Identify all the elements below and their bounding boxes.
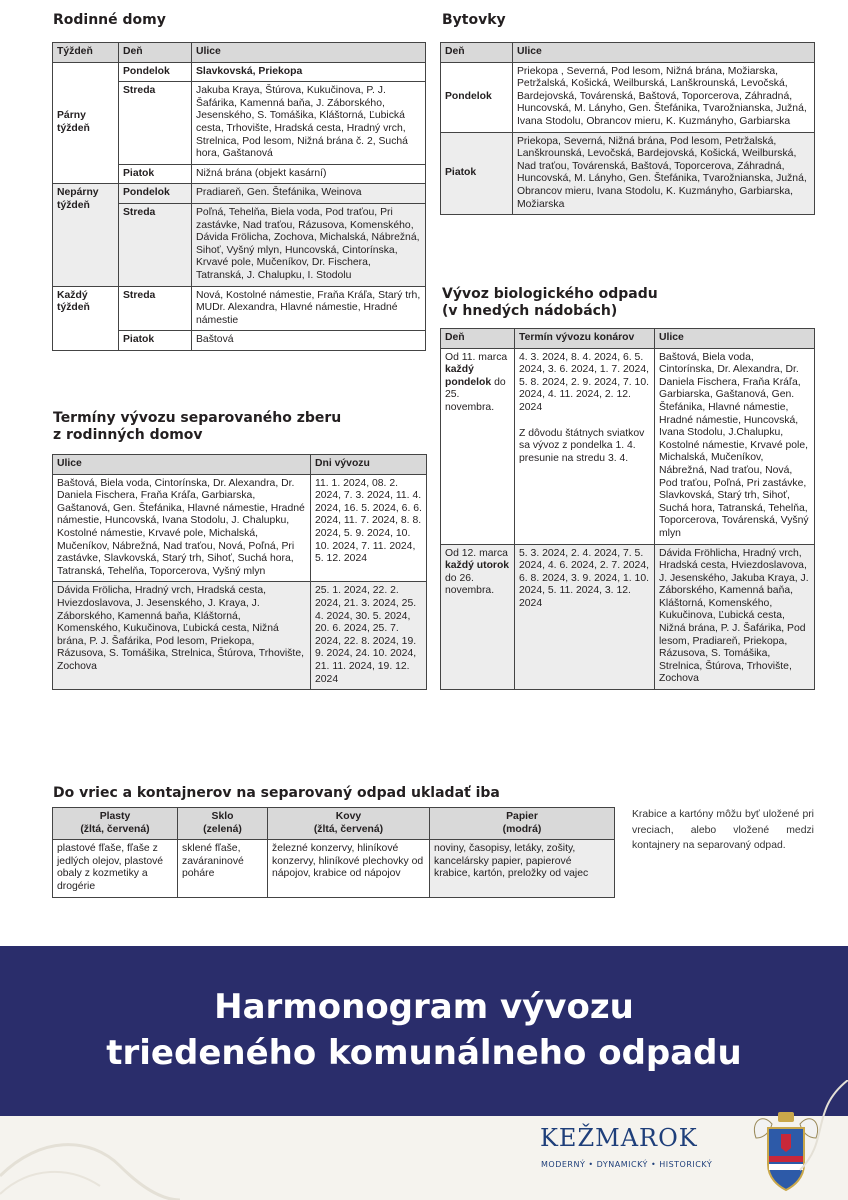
day-cell: [441, 348, 515, 544]
streets-cell: Nižná brána (objekt kasární): [192, 164, 426, 184]
header-ulice: Ulice: [655, 329, 815, 349]
city-logo-tagline: MODERNÝ • DYNAMICKÝ • HISTORICKÝ: [541, 1160, 713, 1169]
streets-cell: Pradiareň, Gen. Štefánika, Weinova: [192, 184, 426, 204]
banner-line-1: Harmonogram vývozu: [214, 987, 634, 1027]
table-header-row: [53, 808, 615, 840]
table-row: [53, 184, 426, 204]
streets-cell: Slavkovská, Priekopa: [192, 62, 426, 82]
streets-cell: Baštová, Biela voda, Cintorínska, Dr. Alexandra, Dr. Daniela Fischera, Fraňa Kráľa, Garbiarska, Gaštanová, Gen. Štefánika, Hlavné námestie, Hradné námestie, Huncovská, Ivana Stodolu, J. Chalupku, Kostolné námestie, Krvavé pole, Michalská, Mučeníkov, Nábrežná, Nad traťou, Nová, Poľná, Pri zastávke, Slavkovská, Starý trh, Sihoť, Suchá hora, Tatranská, Tehelňa, Toporcerova, Vyšný mlyn: [53, 474, 311, 582]
bytovky-title: Bytovky: [442, 12, 506, 28]
rodinne-domy-table: [52, 42, 426, 351]
day-from: Od 11. marca: [445, 351, 508, 363]
dates-cell: [515, 348, 655, 544]
table-row: [441, 544, 815, 690]
table-row: [441, 62, 815, 132]
header-papier: Papier (modrá): [430, 808, 615, 840]
day-cell: [441, 544, 515, 690]
streets-cell: Jakuba Kraya, Štúrova, Kukučinova, P. J. Šafárika, Kamenná baňa, J. Záborského, Jesenského, S. Tomášika, Kláštorná, Ľubická cesta, Trhovište, Hradská cesta, Hradný vrch, Strelnica, Pod lesom, Nižná brána č. 2, Suchá hora, Gaštanová: [192, 82, 426, 165]
day-cell: Streda: [119, 82, 192, 165]
rodinne-domy-title: Rodinné domy: [53, 12, 166, 28]
table-header-row: [53, 455, 427, 475]
dates-cell: 25. 1. 2024, 22. 2. 2024, 21. 3. 2024, 25. 4. 2024, 30. 5. 2024, 20. 6. 2024, 25. 7. 2024, 22. 8. 2024, 19. 9. 2024, 24. 10. 2024, 21. 11. 2024, 19. 12. 2024: [311, 582, 427, 690]
table-header-row: [441, 43, 815, 63]
vrece-title: Do vriec a kontajnerov na separovaný odpad ukladať iba: [53, 785, 500, 801]
table-row: [53, 62, 426, 82]
day-to: do 26. novembra.: [445, 572, 495, 597]
day-cell: Streda: [119, 203, 192, 286]
header-den: Deň: [441, 43, 513, 63]
table-row: [53, 474, 427, 582]
decorative-swirl-right-icon: [790, 1080, 848, 1200]
dates-cell: 11. 1. 2024, 08. 2. 2024, 7. 3. 2024, 11. 4. 2024, 16. 5. 2024, 6. 6. 2024, 11. 7. 2024, 8. 8. 2024, 5. 9. 2024, 10. 10. 2024, 7. 11. 2024, 5. 12. 2024: [311, 474, 427, 582]
kovy-items: železné konzervy, hliníkové konzervy, hliníkové plechovky od nápojov, krabice od nápojov: [268, 840, 430, 897]
header-termin: Termín vývozu konárov: [515, 329, 655, 349]
streets-cell: Baštová, Biela voda, Cintorínska, Dr. Alexandra, Dr. Daniela Fischera, Fraňa Kráľa, Garbiarska, Gaštanová, Gen. Štefánika, Hlavné námestie, Hradné námestie, Huncovská, Ivana Stodolu, J.Chalupku, Kostolné námestie, Krvavé pole, Michalská, Mučeníkov, Nábrežná, Nad traťou, Nová, Pod traťou, Poľná, Pri zastávke, Slavkovská, Starý trh, Sihoť, Suchá hora, Tatranská, Tehelňa, Toporcerova, Továrenská, Vyšný mlyn: [655, 348, 815, 544]
header-ulice: Ulice: [53, 455, 311, 475]
header-ulice: Ulice: [192, 43, 426, 63]
papier-items: noviny, časopisy, letáky, zošity, kancelársky papier, papierové krabice, kartón, preložky od vajec: [430, 840, 615, 897]
day-to: do 25. novembra.: [445, 376, 506, 413]
day-from: Od 12. marca: [445, 547, 508, 559]
decorative-swirl-left-icon: [0, 1116, 180, 1200]
streets-cell: Priekopa, Severná, Nižná brána, Pod lesom, Petržalská, Lanškrounská, Levočská, Bardejovská, Košická, Weilburská, Nad traťou, Továrenská, Baštová, Toporcerova, Záhradná, Huncovská, M. Lányho, Gen. Štefánika, Tvarožnianska, Južná, Obrancov mieru, Ivana Stodolu, K. Kuzmányho, Garbiarska, Možiarska: [513, 132, 815, 215]
day-cell: Pondelok: [119, 184, 192, 204]
day-cell: Streda: [119, 286, 192, 331]
streets-cell: Dávida Frölicha, Hradný vrch, Hradská cesta, Hviezdoslavova, J. Jesenského, J. Kraya, J. Záborského, Kamenná baňa, Kláštorná, Komenského, Kukučinova, Ľubická cesta, Nižná brána, P. J. Šafárika, Pod lesom, Priekopa, Rázusova, S. Tomášika, Strelnica, Štúrova, Trhovište, Zochova: [53, 582, 311, 690]
day-cell: Piatok: [119, 331, 192, 351]
table-row: [441, 132, 815, 215]
table-row: [53, 286, 426, 331]
banner-line-2: triedeného komunálneho odpadu: [106, 1033, 742, 1073]
header-dni-vyvozu: Dni vývozu: [311, 455, 427, 475]
header-den: Deň: [119, 43, 192, 63]
table-header-row: [441, 329, 815, 349]
plasty-items: plastové fľaše, fľaše z jedlých olejov, plastové obaly z kozmetiky a drogérie: [53, 840, 178, 897]
bio-title-line2: (v hnedých nádobách): [442, 303, 618, 319]
city-logo-name: KEŽMAROK: [540, 1124, 698, 1152]
sklo-items: sklené fľaše, zaváraninové poháre: [178, 840, 268, 897]
header-kovy: Kovy (žltá, červená): [268, 808, 430, 840]
table-row: [441, 348, 815, 544]
separovany-title-line1: Termíny vývozu separovaného zberu: [53, 410, 342, 426]
krabice-note: Krabice a kartóny môžu byť uložené pri vreciach, alebo vložené medzi kontajnery na separovaný odpad.: [632, 809, 814, 851]
bytovky-table: [440, 42, 815, 215]
separovany-table: [52, 454, 427, 690]
vrece-table: [52, 807, 615, 898]
day-cell: Pondelok: [441, 62, 513, 132]
dates-list: 4. 3. 2024, 8. 4. 2024, 6. 5. 2024, 3. 6. 2024, 1. 7. 2024, 5. 8. 2024, 2. 9. 2024, 7. 10. 2024, 4. 11. 2024, 2. 12. 2024: [519, 351, 649, 413]
week-label-neparny: Nepárny týždeň: [53, 184, 119, 286]
day-cell: Pondelok: [119, 62, 192, 82]
header-tyzden: Týždeň: [53, 43, 119, 63]
header-plasty: Plasty (žltá, červená): [53, 808, 178, 840]
separovany-title: [53, 410, 341, 444]
streets-cell: Dávida Fröhlicha, Hradný vrch, Hradská cesta, Hviezdoslavova, J. Jesenského, Jakuba Kraya, J. Záborského, Kamenná baňa, Kláštorná, Komenského, Kukučinova, Ľubická cesta, Nižná brána, P. J. Šafárika, Pod lesom, Pradiareň, Priekopa, Rázusova, S. Tomášika, Strelnica, Štúrova, Trhovište, Zochova: [655, 544, 815, 690]
header-ulice: Ulice: [513, 43, 815, 63]
streets-cell: Nová, Kostolné námestie, Fraňa Kráľa, Starý trh, MUDr. Alexandra, Hlavné námestie, Hradné námestie: [192, 286, 426, 331]
separovany-title-line2: z rodinných domov: [53, 427, 203, 443]
day-cell: Piatok: [119, 164, 192, 184]
day-every: každý pondelok: [445, 364, 492, 388]
day-cell: Piatok: [441, 132, 513, 215]
holiday-note: Z dôvodu štátnych sviatkov sa vývoz z pondelka 1. 4. presunie na stredu 3. 4.: [519, 427, 645, 464]
table-row: [53, 582, 427, 690]
bio-table: [440, 328, 815, 690]
streets-cell: Baštová: [192, 331, 426, 351]
bio-title-line1: Vývoz biologického odpadu: [442, 286, 658, 302]
table-header-row: [53, 43, 426, 63]
header-den: Deň: [441, 329, 515, 349]
table-row: [53, 840, 615, 897]
week-label-kazdy: Každý týždeň: [53, 286, 119, 350]
day-every: každý utorok: [445, 560, 510, 572]
streets-cell: Priekopa , Severná, Pod lesom, Nižná brána, Možiarska, Petržalská, Košická, Weilburská, Lanškrounská, Levočská, Bardejovská, Továrenská, Baštová, Toporcerova, Záhradná, Huncovská, M. Lányho, Gen. Štefánika, Tvarožnianska, Južná, Ivana Stodolu, Obrancov mieru, K. Kuzmányho, Garbiarska: [513, 62, 815, 132]
week-label-parny: Párny týždeň: [53, 62, 119, 184]
dates-cell: 5. 3. 2024, 2. 4. 2024, 7. 5. 2024, 4. 6. 2024, 2. 7. 2024, 6. 8. 2024, 3. 9. 2024, 1. 10. 2024, 5. 11. 2024, 3. 12. 2024: [515, 544, 655, 690]
bio-title: [442, 286, 658, 320]
streets-cell: Poľná, Tehelňa, Biela voda, Pod traťou, Pri zastávke, Nad traťou, Rázusova, Komenského, Dávida Frölicha, Zochova, Michalská, Nábrežná, Sihoť, Vyšný mlyn, Huncovská, Cintorínska, Krvavé pole, Mučeníkov, Dr. Fischera, Tatranská, J. Chalupku, I. Stodolu: [192, 203, 426, 286]
header-sklo: Sklo (zelená): [178, 808, 268, 840]
